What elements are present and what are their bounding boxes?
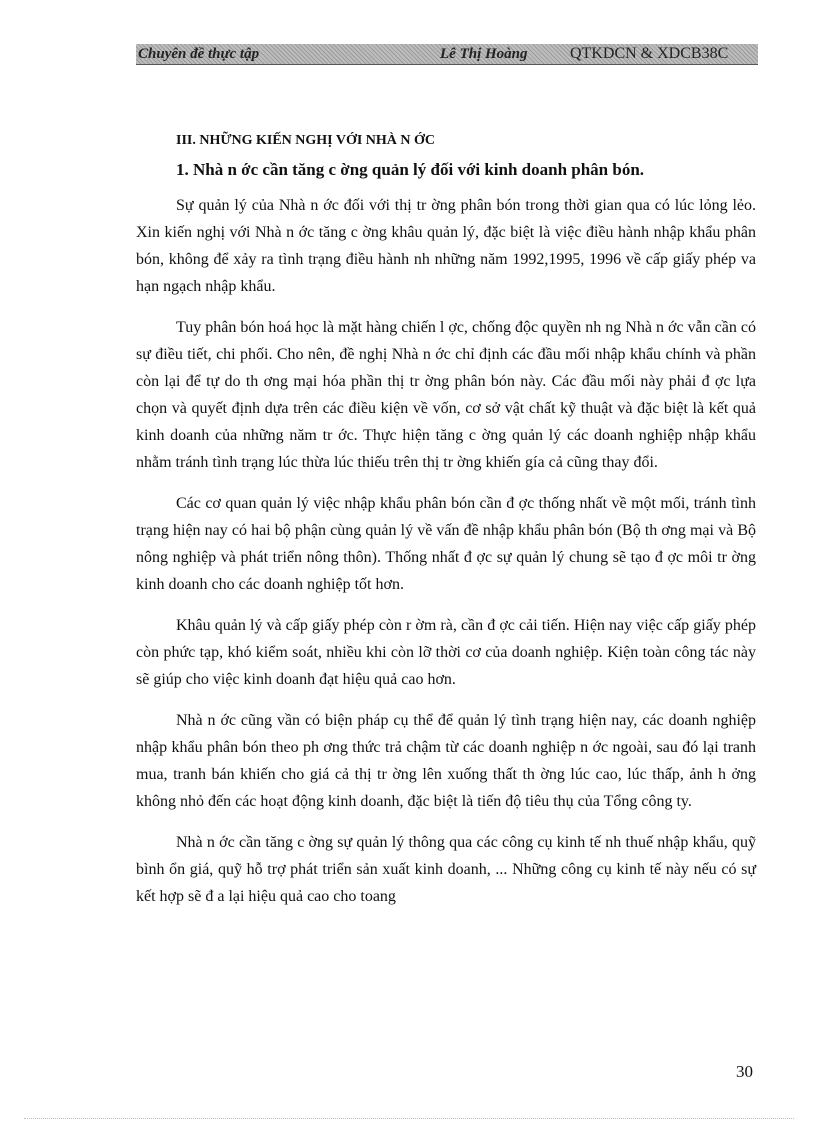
- document-body: [136, 126, 756, 924]
- paragraph: Nhà n ớc cũng vần có biện pháp cụ thể để quản lý tình trạng hiện nay, các doanh nghiệp nhập khẩu phân bón theo ph ơng thức trả chậm từ các doanh nghiệp n ớc ngoài, sau đó lại tranh mua, tranh bán khiến cho giá cả thị tr ờng lên xuống thất th ờng lúc cao, lúc thấp, ảnh h ởng không nhỏ đến các hoạt động kinh doanh, đặc biệt là tiến độ tiêu thụ của Tổng công ty.: [136, 712, 756, 810]
- section-title: III. NHỮNG KIẾN NGHỊ VỚI NHÀ N ỚC: [176, 133, 436, 148]
- paragraph: Tuy phân bón hoá học là mặt hàng chiến l ợc, chống độc quyền nh ng Nhà n ớc vẫn cần có sự điều tiết, chi phối. Cho nên, đề nghị Nhà n ớc chỉ định các đầu mối nhập khẩu chính và phần còn lại để tự do th ơng mại hóa phần thị tr ờng phân bón này. Các đầu mối này phải đ ợc lựa chọn và quyết định dựa trên các điều kiện về vốn, cơ sở vật chất kỹ thuật và đặc biệt là kết quả kinh doanh của những năm tr ớc. Thực hiện tăng c ờng quản lý các doanh nghiệp nhập khẩu nhằm tránh tình trạng lúc thừa lúc thiếu trên thị tr ờng khiến gía cả cũng thay đổi.: [136, 319, 756, 471]
- footer-divider: [24, 1118, 794, 1119]
- page-number: 30: [736, 1062, 753, 1081]
- paragraph: Nhà n ớc cần tăng c ờng sự quản lý thông qua các công cụ kinh tế nh thuế nhập khẩu, quỹ bình ổn giá, quỹ hỗ trợ phát triển sản xuất kinh doanh, ... Những công cụ kinh tế này nếu có sự kết hợp sẽ đ a lại hiệu quả cao cho toang: [136, 834, 756, 905]
- header-class-code: QTKDCN & XDCB38C: [570, 45, 729, 62]
- header-document-type: Chuyên đề thực tập: [138, 46, 260, 62]
- page-header: [136, 44, 758, 65]
- paragraph: Các cơ quan quản lý việc nhập khẩu phân bón cần đ ợc thống nhất về một mối, tránh tình trạng hiện nay có hai bộ phận cùng quản lý về vấn đề nhập khẩu phân bón (Bộ th ơng mại và Bộ nông nghiệp và phát triển nông thôn). Thống nhất đ ợc sự quản lý chung sẽ tạo đ ợc môi tr ờng kinh doanh cho các doanh nghiệp tốt hơn.: [136, 495, 756, 593]
- paragraph: Sự quản lý của Nhà n ớc đối với thị tr ờng phân bón trong thời gian qua có lúc lỏng lẻo. Xin kiến nghị với Nhà n ớc tăng c ờng khâu quản lý, đặc biệt là việc điều hành nhập khẩu phân bón, không để xảy ra tình trạng điều hành nh những năm 1992,1995, 1996 về cấp giấy phép va hạn ngạch nhập khẩu.: [136, 197, 756, 295]
- subsection-title: 1. Nhà n ớc cần tăng c ờng quản lý đối với kinh doanh phân bón.: [176, 160, 645, 179]
- header-author: Lê Thị Hoàng: [440, 46, 528, 62]
- paragraph: Khâu quản lý và cấp giấy phép còn r ờm rà, cần đ ợc cải tiến. Hiện nay việc cấp giấy phép còn phức tạp, khó kiểm soát, nhiều khi còn lỡ thời cơ của doanh nghiệp. Kiện toàn công tác này sẽ giúp cho việc kinh doanh đạt hiệu quả cao hơn.: [136, 617, 756, 688]
